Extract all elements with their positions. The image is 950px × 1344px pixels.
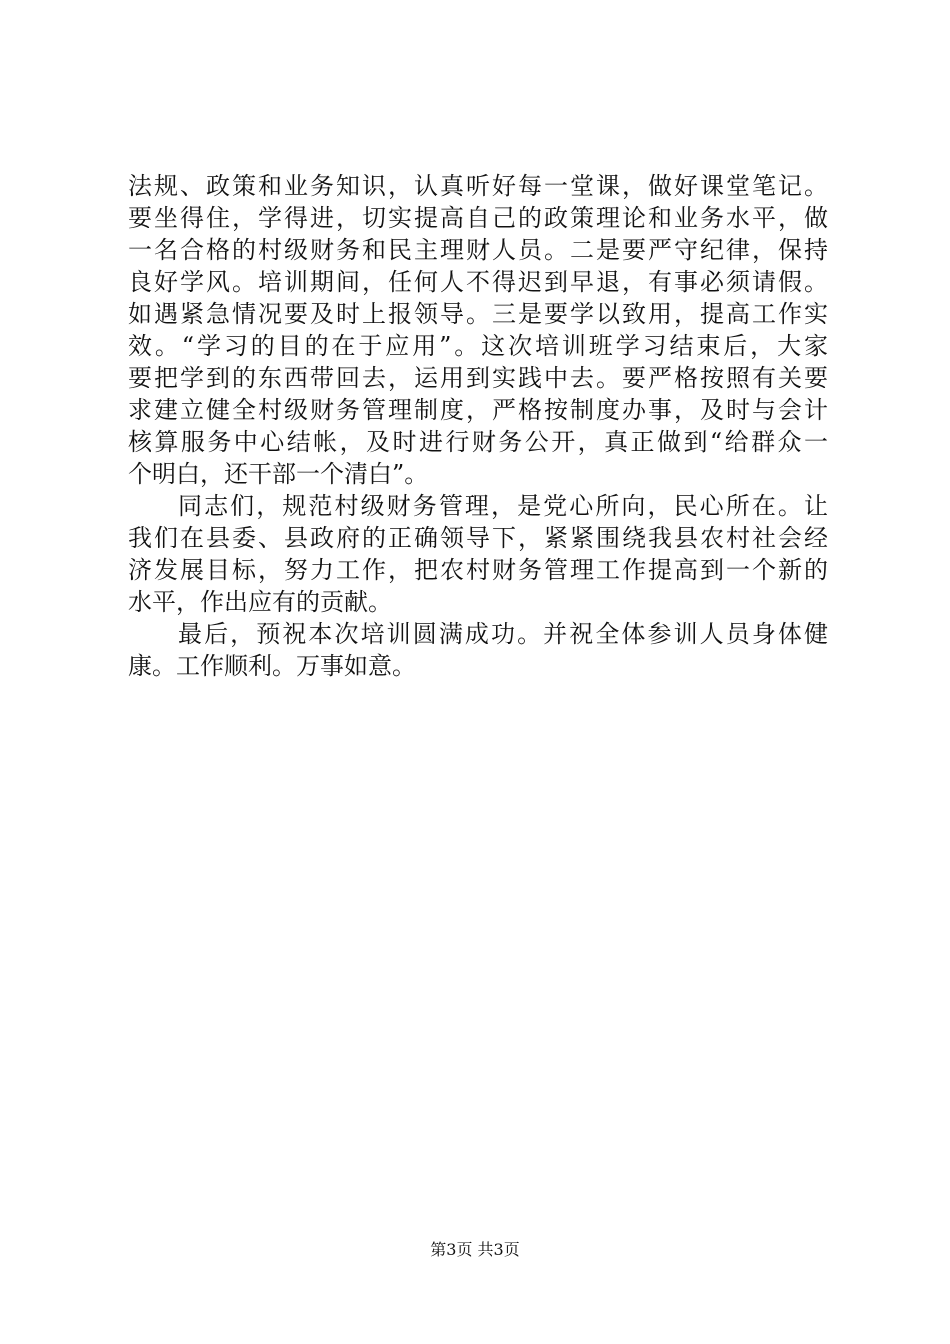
text-line: 要坐得住，学得进，切实提高自己的政策理论和业务水平，做 bbox=[128, 204, 828, 232]
text-line: 我们在县委、县政府的正确领导下，紧紧围绕我县农村社会经 bbox=[128, 524, 828, 552]
paragraph-first-line: 同志们，规范村级财务管理，是党心所向，民心所在。让 bbox=[178, 492, 828, 520]
text-line: 法规、政策和业务知识，认真听好每一堂课，做好课堂笔记。 bbox=[128, 172, 828, 200]
text-line: 水平，作出应有的贡献。 bbox=[128, 588, 392, 616]
text-line: 要把学到的东西带回去，运用到实践中去。要严格按照有关要 bbox=[128, 364, 828, 392]
paragraph-first-line: 最后，预祝本次培训圆满成功。并祝全体参训人员身体健 bbox=[178, 620, 828, 648]
page-number-footer: 第3页 共3页 bbox=[430, 1240, 520, 1259]
text-line: 一名合格的村级财务和民主理财人员。二是要严守纪律，保持 bbox=[128, 236, 828, 264]
text-line: 济发展目标，努力工作，把农村财务管理工作提高到一个新的 bbox=[128, 556, 828, 584]
document-body bbox=[128, 170, 828, 682]
text-line: 如遇紧急情况要及时上报领导。三是要学以致用，提高工作实 bbox=[128, 300, 828, 328]
text-line: 良好学风。培训期间，任何人不得迟到早退，有事必须请假。 bbox=[128, 268, 828, 296]
text-line: 康。工作顺利。万事如意。 bbox=[128, 652, 416, 680]
text-line: 个明白，还干部一个清白”。 bbox=[128, 460, 429, 488]
text-line: 效。“学习的目的在于应用”。这次培训班学习结束后，大家 bbox=[128, 332, 828, 360]
text-line: 求建立健全村级财务管理制度，严格按制度办事，及时与会计 bbox=[128, 396, 828, 424]
text-line: 核算服务中心结帐，及时进行财务公开，真正做到“给群众一 bbox=[128, 428, 828, 456]
